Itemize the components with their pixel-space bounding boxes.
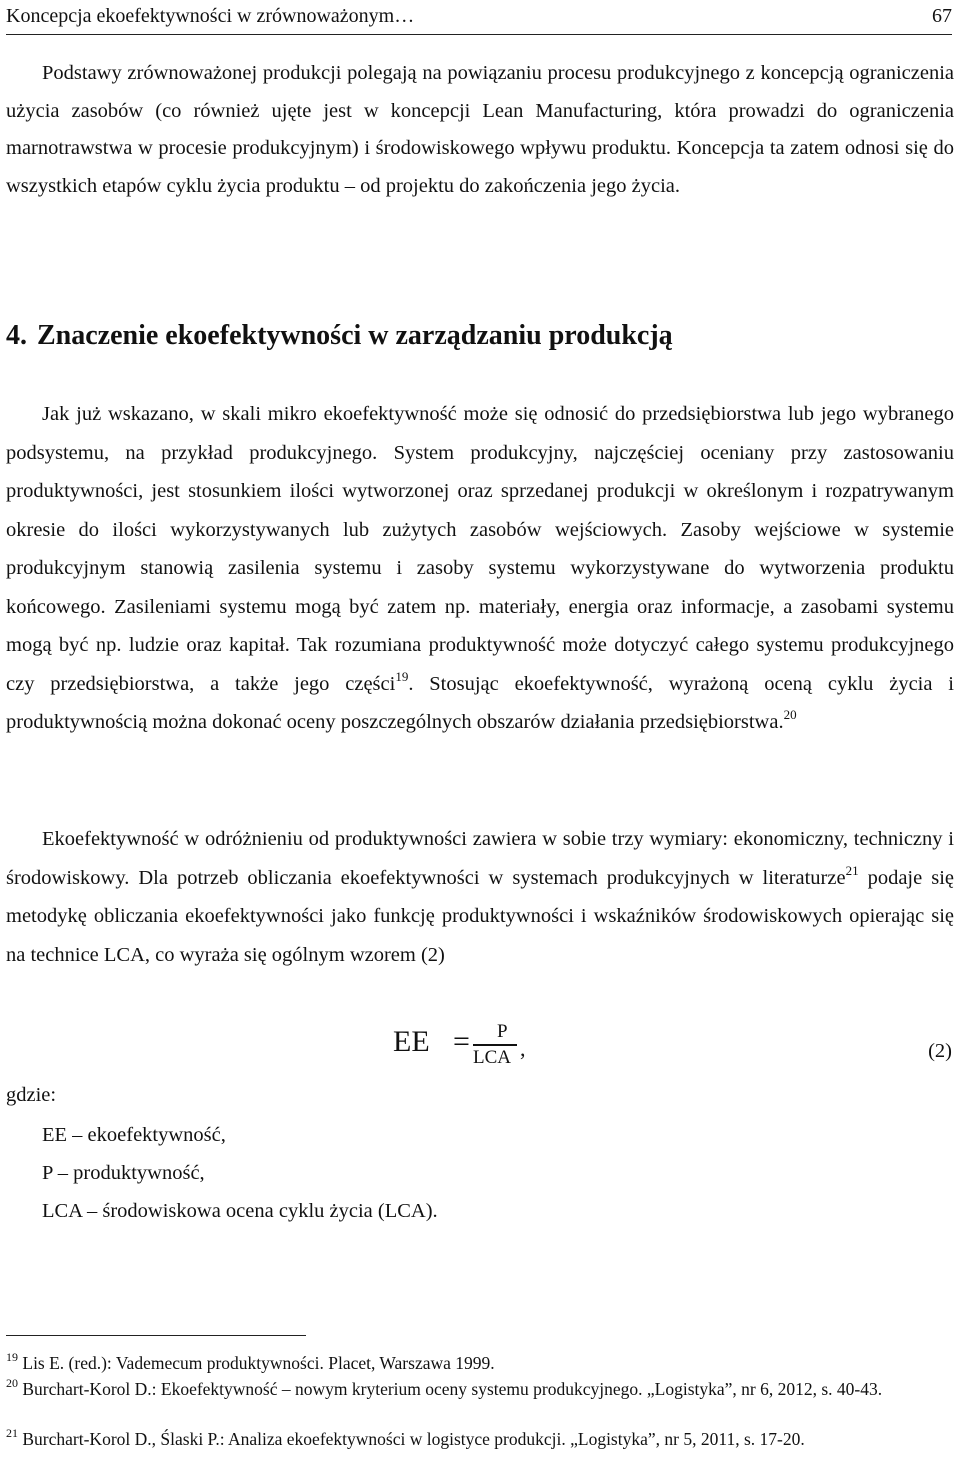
running-title: Koncepcja ekoefektywności w zrównoważonym…	[6, 5, 415, 27]
formula-numerator: P	[497, 1021, 508, 1042]
paragraph-text-b: . Stosując ekoefektywność, wyrażoną oceną cyklu życia i produktywnością można dokonać oceny poszczególnych obszarów działania przedsiębiorstwa.	[6, 672, 954, 733]
footnote-21	[6, 1426, 954, 1452]
paragraph-ecoefficiency	[6, 820, 954, 974]
section-title: Znaczenie ekoefektywności w zarządzaniu produkcją	[37, 320, 673, 351]
formula-equals: =	[453, 1025, 470, 1058]
page-number: 67	[932, 5, 952, 27]
footnote-text: Burchart-Korol D., Ślaski P.: Analiza ekoefektywności w logistyce produkcji. „Logistyka”, nr 5, 2011, s. 17-20.	[22, 1429, 805, 1449]
footnote-ref-21[interactable]: 21	[845, 862, 859, 878]
footnote-number: 21	[6, 1426, 18, 1440]
intro-paragraph-text: Podstawy zrównoważonej produkcji polegają na powiązaniu procesu produkcyjnego z koncepcją ograniczenia użycia zasobów (co również ujęte jest w koncepcji Lean Manufacturing, która prowadzi do ograniczenia marnotrawstwa w procesie produkcyjnym) i środowiskowego wpływu produktu. Koncepcja ta zatem odnosi się do wszystkich etapów cyklu życia produktu – od projektu do zakończenia jego życia.	[6, 62, 954, 197]
footnote-text: Lis E. (red.): Vademecum produktywności. Placet, Warszawa 1999.	[22, 1353, 495, 1373]
definition-ee: EE – ekoefektywność,	[42, 1124, 226, 1146]
formula-lhs: EE	[393, 1025, 430, 1058]
intro-paragraph	[6, 55, 954, 205]
footnote-ref-20[interactable]: 20	[783, 707, 797, 722]
definitions-intro: gdzie:	[6, 1084, 57, 1106]
footnote-20	[6, 1376, 954, 1402]
footnote-text: Burchart-Korol D.: Ekoefektywność – nowym kryterium oceny systemu produkcyjnego. „Logistyka”, nr 6, 2012, s. 40-43.	[22, 1379, 883, 1399]
paragraph-text-a: Ekoefektywność w odróżnieniu od produktywności zawiera w sobie trzy wymiary: ekonomiczny, techniczny i środowiskowy. Dla potrzeb obliczania ekoefektywności w systemach produkcyjnych w literaturze	[6, 828, 954, 889]
formula-comma: ,	[520, 1036, 526, 1061]
definition-p: P – produktywność,	[42, 1162, 205, 1184]
footnote-separator	[6, 1335, 306, 1336]
footnote-number: 19	[6, 1350, 18, 1364]
footnote-ref-19[interactable]: 19	[395, 668, 409, 684]
running-header	[6, 0, 952, 35]
paragraph-text-a: Jak już wskazano, w skali mikro ekoefektywność może się odnosić do przedsiębiorstwa lub jego wybranego podsystemu, na przykład produkcyjnego. System produkcyjny, najczęściej oceniany przy zastosowaniu produktywności, jest stosunkiem ilości wytworzonej oraz sprzedanej produkcji w określonym i rozpatrywanym okresie do ilości wykorzystywanych lub zużytych zasobów wejściowych. Zasoby wejściowe w systemie produkcyjnym stanowią zasilenia systemu i zasoby systemu wykorzystywane do wytworzenia produktu końcowego. Zasileniami systemu mogą być zatem np. materiały, energia oraz informacje, a zasobami systemu mogą być np. ludzie oraz kapitał. Tak rozumiana produktywność może dotyczyć całego systemu produkcyjnego czy przedsiębiorstwa, a także jego części	[6, 403, 954, 695]
footnote-19	[6, 1350, 954, 1376]
equation-number: (2)	[928, 1040, 952, 1062]
section-number: 4.	[6, 320, 27, 351]
definition-lca: LCA – środowiskowa ocena cyklu życia (LCA).	[42, 1200, 438, 1222]
footnote-number: 20	[6, 1376, 18, 1390]
formula-denominator: LCA	[473, 1047, 511, 1068]
section-heading	[6, 318, 673, 354]
paragraph-productivity	[6, 395, 954, 742]
paragraph-text-b: podaje się metodykę obliczania ekoefektywności jako funkcję produktywności i wskaźników środowiskowych opierając się na technice LCA, co wyraża się ogólnym wzorem (2)	[6, 866, 954, 966]
